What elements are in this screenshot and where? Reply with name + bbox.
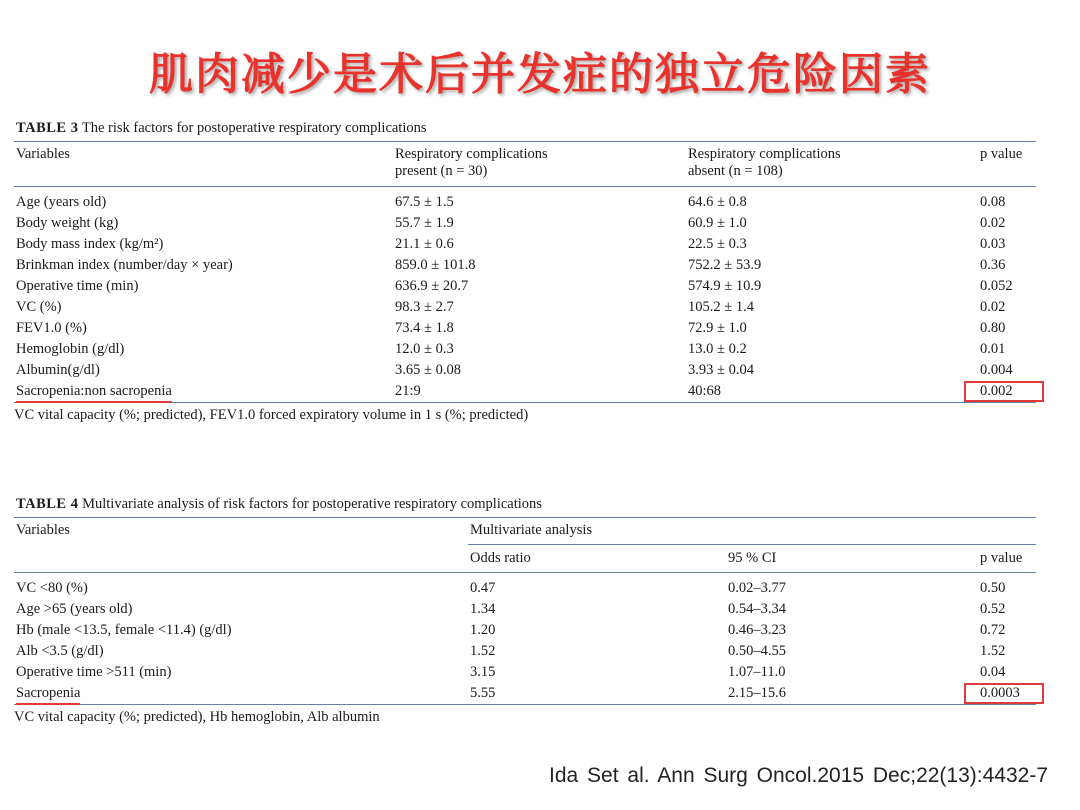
cell-odds-ratio: 3.15 xyxy=(470,664,496,680)
table-3-caption xyxy=(16,120,1036,137)
table-row xyxy=(14,297,1036,318)
table-4-header xyxy=(14,518,1036,544)
cell-p-value: 0.08 xyxy=(980,194,1006,210)
table-row xyxy=(14,255,1036,276)
cell-p-value: 0.04 xyxy=(980,664,1006,680)
table-4-body xyxy=(14,573,1036,704)
cell-p-value: 0.0003 xyxy=(980,685,1020,701)
table-row xyxy=(14,192,1036,213)
cell-present: 55.7 ± 1.9 xyxy=(395,215,454,231)
cell-absent: 574.9 ± 10.9 xyxy=(688,278,762,294)
header-present-line2: present (n = 30) xyxy=(395,163,488,179)
cell-p-value: 0.004 xyxy=(980,362,1013,378)
cell-variable: FEV1.0 (%) xyxy=(16,320,87,336)
table-row xyxy=(14,213,1036,234)
cell-variable: Body weight (kg) xyxy=(16,215,119,231)
table-4-subheader xyxy=(14,545,1036,572)
cell-absent: 752.2 ± 53.9 xyxy=(688,257,762,273)
table-3-body xyxy=(14,187,1036,402)
table-3-header xyxy=(14,142,1036,186)
cell-ci: 2.15–15.6 xyxy=(728,685,786,701)
cell-present: 21:9 xyxy=(395,383,421,399)
cell-variable: Age >65 (years old) xyxy=(16,601,133,617)
cell-variable: Alb <3.5 (g/dl) xyxy=(16,643,104,659)
cell-ci: 0.50–4.55 xyxy=(728,643,786,659)
cell-p-value: 0.02 xyxy=(980,299,1006,315)
cell-p-value: 0.52 xyxy=(980,601,1006,617)
cell-p-value: 0.01 xyxy=(980,341,1006,357)
cell-variable: Sacropenia:non sacropenia xyxy=(16,383,172,403)
cell-variable: Sacropenia xyxy=(16,685,80,705)
table-3-caption-text: The risk factors for postoperative respiratory complications xyxy=(81,120,427,136)
header-p-value: p value xyxy=(980,146,1023,162)
header-multivariate: Multivariate analysis xyxy=(470,522,593,538)
table-4-label: TABLE 4 xyxy=(16,496,79,512)
citation: Ida Set al. Ann Surg Oncol.2015 Dec;22(13):4432-7 xyxy=(549,764,1048,787)
table-row xyxy=(14,318,1036,339)
cell-p-value: 0.50 xyxy=(980,580,1006,596)
table-4-footnote: VC vital capacity (%; predicted), Hb hemoglobin, Alb albumin xyxy=(14,709,380,725)
header-ci: 95 % CI xyxy=(728,550,777,566)
cell-variable: Operative time (min) xyxy=(16,278,139,294)
header-p-value: p value xyxy=(980,550,1023,566)
cell-variable: Hemoglobin (g/dl) xyxy=(16,341,125,357)
cell-present: 21.1 ± 0.6 xyxy=(395,236,454,252)
table-row xyxy=(14,641,1036,662)
table-row xyxy=(14,360,1036,381)
cell-present: 98.3 ± 2.7 xyxy=(395,299,454,315)
header-odds-ratio: Odds ratio xyxy=(470,550,531,566)
table-4-caption xyxy=(16,496,1036,513)
header-present-line1: Respiratory complications xyxy=(395,146,548,162)
table-row xyxy=(14,599,1036,620)
cell-present: 67.5 ± 1.5 xyxy=(395,194,454,210)
table-3-label: TABLE 3 xyxy=(16,120,79,136)
cell-variable: Albumin(g/dl) xyxy=(16,362,100,378)
cell-variable: VC (%) xyxy=(16,299,62,315)
cell-p-value: 0.02 xyxy=(980,215,1006,231)
cell-ci: 0.54–3.34 xyxy=(728,601,786,617)
cell-variable: VC <80 (%) xyxy=(16,580,88,596)
cell-p-value: 1.52 xyxy=(980,643,1006,659)
cell-absent: 3.93 ± 0.04 xyxy=(688,362,754,378)
cell-odds-ratio: 1.52 xyxy=(470,643,496,659)
header-variables: Variables xyxy=(16,146,70,162)
cell-absent: 72.9 ± 1.0 xyxy=(688,320,747,336)
slide-title: 肌肉减少是术后并发症的独立危险因素 xyxy=(149,49,931,100)
cell-present: 3.65 ± 0.08 xyxy=(395,362,461,378)
table-row xyxy=(14,276,1036,297)
cell-p-value: 0.80 xyxy=(980,320,1006,336)
highlight-box xyxy=(964,683,1044,704)
cell-variable: Operative time >511 (min) xyxy=(16,664,172,680)
cell-variable: Age (years old) xyxy=(16,194,107,210)
cell-p-value: 0.72 xyxy=(980,622,1006,638)
cell-present: 73.4 ± 1.8 xyxy=(395,320,454,336)
cell-variable: Body mass index (kg/m²) xyxy=(16,236,164,252)
table-4-caption-text: Multivariate analysis of risk factors for postoperative respiratory complications xyxy=(82,496,542,512)
cell-absent: 60.9 ± 1.0 xyxy=(688,215,747,231)
cell-absent: 22.5 ± 0.3 xyxy=(688,236,747,252)
cell-odds-ratio: 0.47 xyxy=(470,580,496,596)
cell-present: 859.0 ± 101.8 xyxy=(395,257,476,273)
table-4-bottom-rule xyxy=(14,704,1036,705)
cell-ci: 0.02–3.77 xyxy=(728,580,786,596)
table-3-footnote: VC vital capacity (%; predicted), FEV1.0 forced expiratory volume in 1 s (%; predicted) xyxy=(14,407,529,423)
header-variables: Variables xyxy=(16,522,70,538)
table-4 xyxy=(14,496,1036,726)
cell-present: 12.0 ± 0.3 xyxy=(395,341,454,357)
header-present xyxy=(395,146,548,180)
cell-present: 636.9 ± 20.7 xyxy=(395,278,469,294)
table-row xyxy=(14,578,1036,599)
cell-odds-ratio: 1.34 xyxy=(470,601,496,617)
cell-variable: Hb (male <13.5, female <11.4) (g/dl) xyxy=(16,622,232,638)
cell-ci: 1.07–11.0 xyxy=(728,664,786,680)
cell-ci: 0.46–3.23 xyxy=(728,622,786,638)
cell-p-value: 0.36 xyxy=(980,257,1006,273)
table-row xyxy=(14,339,1036,360)
header-absent-line1: Respiratory complications xyxy=(688,146,841,162)
cell-odds-ratio: 5.55 xyxy=(470,685,496,701)
cell-p-value: 0.002 xyxy=(980,383,1013,399)
cell-p-value: 0.03 xyxy=(980,236,1006,252)
cell-absent: 64.6 ± 0.8 xyxy=(688,194,747,210)
cell-variable: Brinkman index (number/day × year) xyxy=(16,257,233,273)
cell-absent: 40:68 xyxy=(688,383,722,399)
table-3 xyxy=(14,120,1036,424)
table-row xyxy=(14,620,1036,641)
highlight-box xyxy=(964,381,1044,402)
table-row xyxy=(14,662,1036,683)
table-row xyxy=(14,683,1036,704)
cell-p-value: 0.052 xyxy=(980,278,1013,294)
header-absent-line2: absent (n = 108) xyxy=(688,163,783,179)
cell-odds-ratio: 1.20 xyxy=(470,622,496,638)
table-row xyxy=(14,381,1036,402)
header-absent xyxy=(688,146,841,180)
table-row xyxy=(14,234,1036,255)
cell-absent: 105.2 ± 1.4 xyxy=(688,299,754,315)
cell-absent: 13.0 ± 0.2 xyxy=(688,341,747,357)
